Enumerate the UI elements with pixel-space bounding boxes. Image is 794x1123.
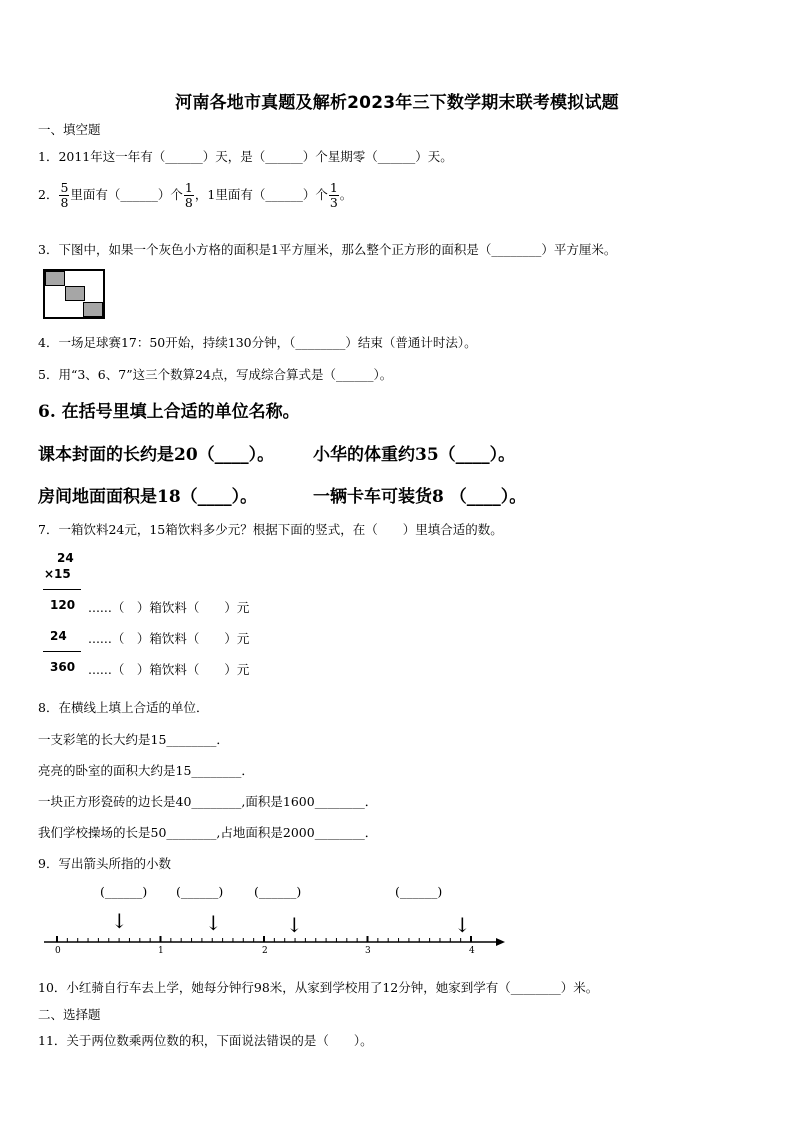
question-6-item-b: 小华的体重约35（____）。: [313, 445, 516, 465]
down-arrow-icon: ↓: [454, 913, 471, 937]
question-1: 1．2011年这一年有（______）天，是（______）个星期零（______）天。: [38, 149, 453, 164]
tick-label-0: 0: [55, 946, 61, 956]
fraction-numerator: 5: [60, 180, 69, 195]
fraction-denominator: 3: [329, 195, 338, 210]
fraction-denominator: 8: [184, 195, 193, 210]
question-2-text-b: ，1里面有（______）个: [194, 187, 328, 202]
page-title: 河南各地市真题及解析2023年三下数学期末联考模拟试题: [175, 93, 619, 113]
question-7: 7．一箱饮料24元，15箱饮料多少元？根据下面的竖式，在（ ）里填合适的数。: [38, 522, 503, 537]
tick-label-4: 4: [469, 946, 475, 956]
answer-blank-3: (______): [254, 884, 302, 899]
tick-label-1: 1: [158, 946, 164, 956]
down-arrow-icon: ↓: [111, 909, 128, 933]
tick-label-3: 3: [365, 946, 371, 956]
question-2-end: 。: [339, 187, 353, 202]
multiplier: ×15: [44, 567, 71, 581]
answer-blank-4: (______): [395, 884, 443, 899]
fraction-numerator: 1: [184, 180, 193, 195]
question-8-line-1: 一支彩笔的长大约是15________．: [38, 732, 229, 747]
question-10: 10．小红骑自行车去上学，她每分钟行98米，从家到学校用了12分钟，她家到学有（________）米。: [38, 980, 599, 995]
question-8-line-2: 亮亮的卧室的面积大约是15________．: [38, 763, 254, 778]
fraction-numerator: 1: [329, 180, 338, 195]
fraction-denominator: 8: [60, 195, 69, 210]
product-result-note: ......（ ）箱饮料（ ）元: [88, 662, 250, 677]
product-result: 360: [50, 660, 76, 674]
question-2-text-a: 里面有（______）个: [70, 187, 183, 202]
question-6-item-a: 课本封面的长约是20（____）。: [38, 445, 275, 465]
section-heading-choice: 二、选择题: [38, 1007, 101, 1022]
down-arrow-icon: ↓: [205, 911, 222, 935]
question-8-line-3: 一块正方形瓷砖的边长是40________,面积是1600________．: [38, 794, 378, 809]
question-9: 9．写出箭头所指的小数: [38, 856, 171, 871]
question-4: 4．一场足球赛17：50开始，持续130分钟，（________）结束（普通计时法）。: [38, 335, 477, 350]
question-6-item-c: 房间地面面积是18（____）。: [38, 487, 258, 507]
question-8: 8．在横线上填上合适的单位．: [38, 700, 209, 715]
question-3: 3．下图中，如果一个灰色小方格的面积是1平方厘米，那么整个正方形的面积是（________）平方厘米。: [38, 242, 617, 257]
question-8-line-4: 我们学校操场的长是50________,占地面积是2000________．: [38, 825, 378, 840]
question-6-item-d: 一辆卡车可装货8 （____）。: [313, 487, 527, 507]
number-line-axis: [44, 936, 505, 946]
question-5: 5．用“3、6、7”这三个数算24点，写成综合算式是（______）。: [38, 367, 393, 382]
partial-product-1-note: ......（ ）箱饮料（ ）元: [88, 600, 250, 615]
answer-blank-2: (______): [176, 884, 224, 899]
arrowhead-icon: [496, 938, 505, 946]
tick-label-2: 2: [262, 946, 268, 956]
partial-product-2-note: ......（ ）箱饮料（ ）元: [88, 631, 250, 646]
down-arrow-icon: ↓: [286, 913, 303, 937]
partial-product-2: 24: [50, 629, 67, 643]
answer-blank-1: (______): [100, 884, 148, 899]
section-heading-fill-blank: 一、填空题: [38, 122, 101, 137]
partial-product-1: 120: [50, 598, 76, 612]
question-2-prefix: 2．: [38, 187, 59, 202]
multiplicand: 24: [57, 551, 74, 565]
question-11: 11．关于两位数乘两位数的积，下面说法错误的是（ ）。: [38, 1033, 373, 1048]
question-6-heading: 6. 在括号里填上合适的单位名称。: [38, 402, 300, 422]
